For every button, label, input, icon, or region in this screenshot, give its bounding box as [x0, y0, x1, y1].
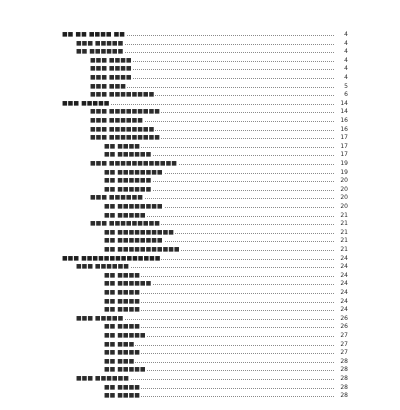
toc-entry-title: ■■■ ■■■■■■■■	[90, 125, 155, 133]
toc-entry-page-number: 19	[340, 160, 348, 167]
toc-entry-page-number: 4	[344, 48, 348, 56]
toc-entry-title: ■■ ■■■■■■■■■■	[104, 228, 174, 236]
toc-entry-page-number: 28	[340, 392, 348, 400]
toc-entry-page-number: 14	[340, 99, 348, 107]
toc-entry-page-number: 4	[344, 65, 348, 73]
toc-entry-page-number: 24	[340, 289, 348, 296]
toc-entry-page-number: 24	[340, 306, 348, 314]
toc-entry-page-number: 21	[340, 246, 348, 253]
toc-entry-title: ■■■ ■■■■■■■■■■■■	[90, 160, 177, 167]
toc-entry-title: ■■■ ■■■■■■	[76, 263, 129, 271]
toc-entry-title: ■■■ ■■■■■■■■■	[90, 134, 160, 142]
toc-entry-page-number: 17	[340, 142, 348, 150]
toc-entry-title: ■■ ■■ ■■■■ ■■	[62, 31, 125, 38]
toc-dot-leader	[104, 345, 334, 346]
toc-entry-title: ■■■ ■■■	[90, 82, 126, 90]
toc-entry-title: ■■ ■■■■	[104, 271, 140, 279]
toc-entry-title: ■■■ ■■■■■■■■■	[90, 220, 160, 228]
toc-entry-title: ■■■ ■■■■■	[76, 39, 124, 47]
toc-entry-page-number: 20	[340, 185, 348, 193]
toc-entry-title: ■■ ■■■■■	[104, 211, 146, 219]
toc-entry-page-number: 27	[340, 340, 348, 348]
toc-entry-title: ■■■ ■■■■■■■■■	[90, 108, 160, 116]
toc-entry-title: ■■ ■■■■■■	[104, 177, 152, 185]
toc-entry-title: ■■ ■■■■■	[104, 366, 146, 374]
toc-entry-title: ■■ ■■■■	[104, 289, 140, 296]
toc-entry-page-number: 4	[344, 56, 348, 64]
toc-entry-page-number: 20	[340, 203, 348, 210]
toc-entry-page-number: 28	[340, 366, 348, 374]
toc-entry-title: ■■ ■■■■	[104, 297, 140, 305]
toc-entry-title: ■■ ■■■■■■■■	[104, 237, 163, 245]
toc-entry-page-number: 6	[344, 91, 348, 99]
toc-entry-title: ■■ ■■■■■■	[104, 185, 152, 193]
toc-entry-title: ■■ ■■■■■■	[104, 280, 152, 288]
toc-entry-title: ■■ ■■■■■■	[76, 48, 124, 56]
toc-entry-title: ■■ ■■■■	[104, 323, 140, 331]
toc-entry-title: ■■ ■■■■	[104, 306, 140, 314]
toc-entry-page-number: 24	[340, 254, 348, 262]
toc-entry-page-number: 4	[344, 74, 348, 81]
toc-entry-page-number: 21	[340, 237, 348, 245]
toc-entry-page-number: 20	[340, 177, 348, 185]
toc-entry-page-number: 24	[340, 280, 348, 288]
toc-entry-title: ■■ ■■■■■■	[104, 151, 152, 159]
toc-entry-page-number: 24	[340, 297, 348, 305]
toc-entry-title: ■■■ ■■■■■	[76, 314, 124, 322]
toc-entry-title: ■■ ■■■■■■■■	[104, 168, 163, 176]
toc-entry-page-number: 24	[340, 271, 348, 279]
toc-entry-title: ■■■ ■■■■■■	[76, 375, 129, 382]
toc-entry-title: ■■ ■■■■	[104, 392, 140, 400]
toc-entry-page-number: 21	[340, 228, 348, 236]
toc-entry-title: ■■■ ■■■■■■■■	[90, 91, 155, 99]
toc-entry-page-number: 5	[344, 82, 348, 90]
toc-entry-page-number: 28	[340, 375, 348, 382]
toc-entry-title: ■■ ■■■■	[104, 142, 140, 150]
toc-entry-title: ■■■ ■■■■	[90, 65, 132, 73]
toc-entry-title: ■■ ■■■■■■■■■■■	[104, 246, 180, 253]
toc-entry-title: ■■ ■■■■	[104, 383, 140, 391]
toc-entry-page-number: 24	[340, 263, 348, 271]
toc-dot-leader	[104, 362, 334, 363]
toc-entry-page-number: 19	[340, 168, 348, 176]
toc-entry-page-number: 26	[340, 314, 348, 322]
toc-entry-page-number: 16	[340, 125, 348, 133]
toc-entry-title: ■■ ■■■	[104, 340, 135, 348]
toc-entry-title: ■■■ ■■■■	[90, 56, 132, 64]
toc-entry-page-number: 4	[344, 39, 348, 47]
toc-entry-title: ■■■ ■■■■■■	[90, 117, 143, 124]
toc-entry-title: ■■ ■■■■■	[104, 332, 146, 339]
toc-entry-page-number: 21	[340, 220, 348, 228]
toc-entry-title: ■■■ ■■■■■	[62, 99, 110, 107]
toc-entry-title: ■■ ■■■■■■■■	[104, 203, 163, 210]
toc-entry-title: ■■ ■■■■	[104, 349, 140, 357]
toc-entry-page-number: 16	[340, 117, 348, 124]
toc-entry-page-number: 4	[344, 31, 348, 38]
toc-entry-page-number: 17	[340, 134, 348, 142]
toc-entry-title: ■■ ■■■	[104, 357, 135, 365]
toc-entry-page-number: 28	[340, 383, 348, 391]
toc-entry-page-number: 27	[340, 332, 348, 339]
toc-entry-title: ■■■ ■■■■	[90, 74, 132, 81]
toc-entry[interactable]	[0, 391, 400, 400]
toc-entry-page-number: 28	[340, 357, 348, 365]
toc-entry-page-number: 14	[340, 108, 348, 116]
toc-entry-title: ■■■ ■■■■■■	[90, 194, 143, 202]
toc-entry-title: ■■■ ■■■■■■■■■■■■■■	[62, 254, 161, 262]
toc-entry-page-number: 17	[340, 151, 348, 159]
toc-entry-page-number: 26	[340, 323, 348, 331]
toc-entry-page-number: 20	[340, 194, 348, 202]
toc-entry-page-number: 27	[340, 349, 348, 357]
toc-entry-page-number: 21	[340, 211, 348, 219]
